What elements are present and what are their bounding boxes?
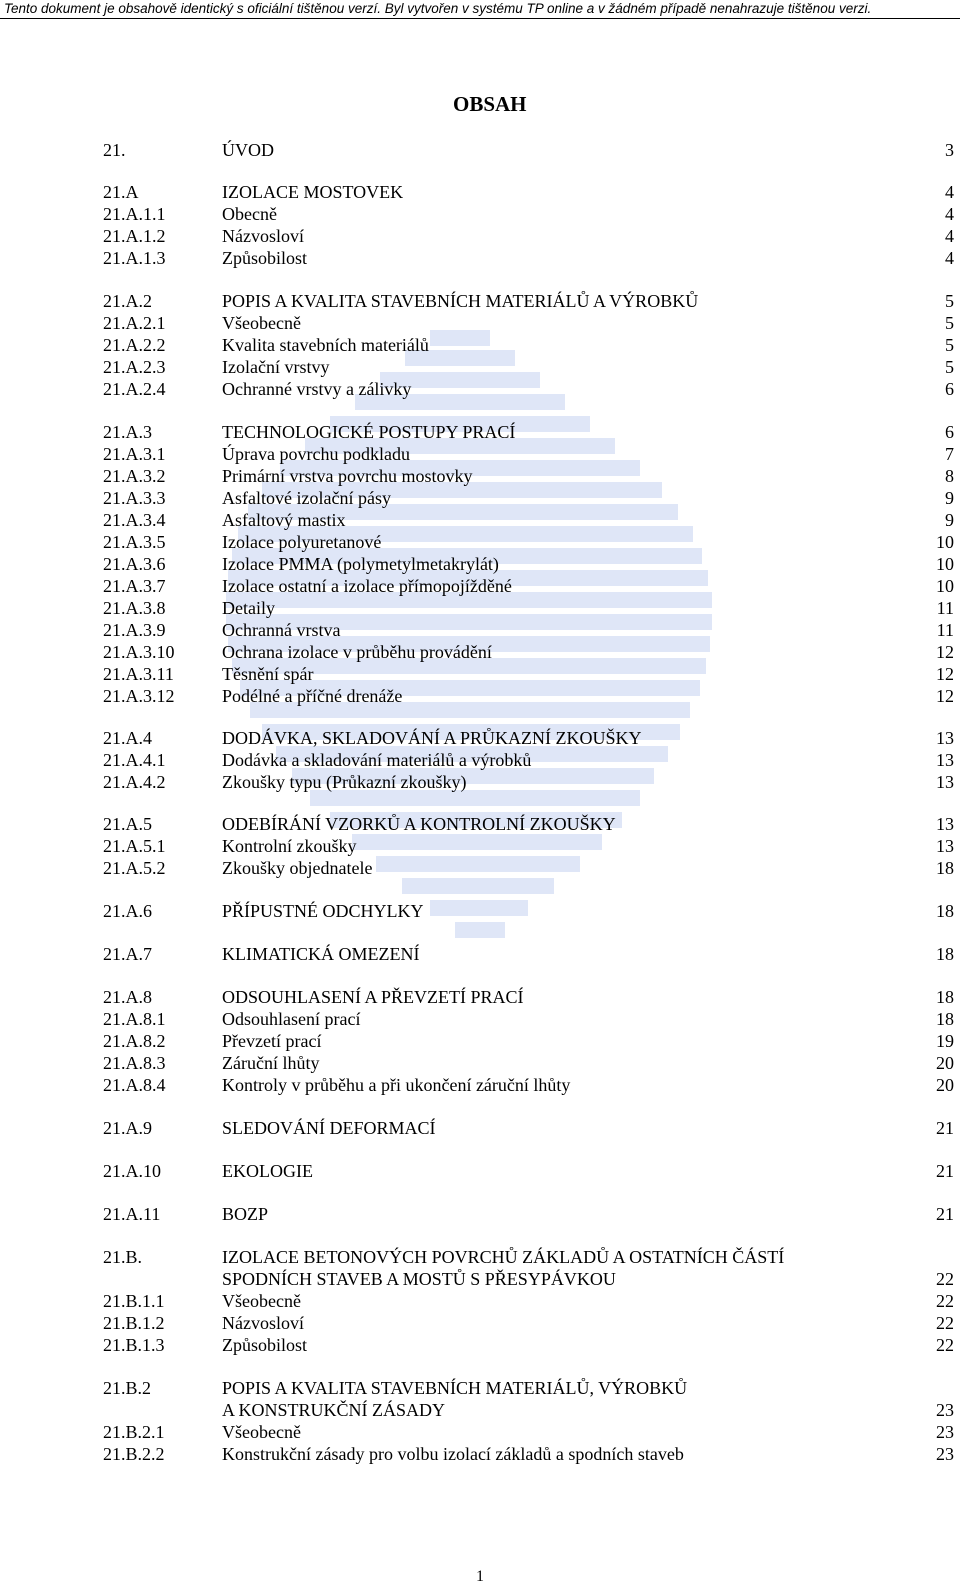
toc-page-number: 23 xyxy=(936,1444,954,1464)
toc-page-number: 5 xyxy=(945,357,954,377)
toc-page-number: 3 xyxy=(945,140,954,160)
toc-number: 21.A.1.1 xyxy=(103,204,166,224)
toc-entry xyxy=(0,247,960,269)
toc-page-number: 22 xyxy=(936,1313,954,1333)
toc-number: 21.A.11 xyxy=(103,1204,161,1224)
toc-page-number: 21 xyxy=(936,1204,954,1224)
toc-entry xyxy=(0,1290,960,1312)
toc-title: POPIS A KVALITA STAVEBNÍCH MATERIÁLŮ, VÝROBKŮ xyxy=(222,1378,688,1398)
toc-number: 21.A.3.3 xyxy=(103,488,166,508)
toc-entry xyxy=(0,1008,960,1030)
toc-page-number: 18 xyxy=(936,1009,954,1029)
toc-entry xyxy=(0,943,960,965)
toc-title: IZOLACE MOSTOVEK xyxy=(222,182,404,202)
toc-title: SPODNÍCH STAVEB A MOSTŮ S PŘESYPÁVKOU xyxy=(222,1269,616,1289)
toc-page-number: 22 xyxy=(936,1335,954,1355)
toc-title: Převzetí prací xyxy=(222,1031,322,1051)
toc-number: 21.A.3.4 xyxy=(103,510,166,530)
toc-page-number: 5 xyxy=(945,291,954,311)
toc-title: A KONSTRUKČNÍ ZÁSADY xyxy=(222,1400,446,1420)
toc-title: Všeobecně xyxy=(222,313,301,333)
toc-title: Úprava povrchu podkladu xyxy=(222,444,410,464)
toc-title: ODSOUHLASENÍ A PŘEVZETÍ PRACÍ xyxy=(222,987,524,1007)
toc-number: 21.A.8.4 xyxy=(103,1075,166,1095)
toc-number: 21.A.2.3 xyxy=(103,357,166,377)
toc-page-number: 23 xyxy=(936,1400,954,1420)
toc-page-number: 9 xyxy=(945,510,954,530)
toc-number: 21.A.7 xyxy=(103,944,152,964)
toc-title: Způsobilost xyxy=(222,1335,308,1355)
toc-page-number: 22 xyxy=(936,1291,954,1311)
toc-title: POPIS A KVALITA STAVEBNÍCH MATERIÁLŮ A VÝROBKŮ xyxy=(222,291,699,311)
toc-page-number: 11 xyxy=(936,620,954,640)
toc-entry xyxy=(0,1052,960,1074)
toc-entry xyxy=(0,1246,960,1268)
toc-page-number: 13 xyxy=(936,750,954,770)
toc-page-number: 11 xyxy=(936,598,954,618)
toc-entry xyxy=(0,1312,960,1334)
disclaimer-banner: Tento dokument je obsahově identický s oficiální tištěnou verzí. Byl vytvořen v systému TP online a v žádném případě nenahrazuje tištěnou verzi. xyxy=(0,0,960,22)
toc-page-number: 6 xyxy=(945,379,954,399)
toc-number: 21.A.1.3 xyxy=(103,248,166,268)
toc-number: 21.A.3.12 xyxy=(103,686,175,706)
toc-entry xyxy=(0,509,960,531)
toc-number: 21.A.1.2 xyxy=(103,226,166,246)
toc-title: Odsouhlasení prací xyxy=(222,1009,361,1029)
toc-title: Názvosloví xyxy=(222,226,304,246)
toc-number: 21.A.8.1 xyxy=(103,1009,166,1029)
toc-page-number: 20 xyxy=(936,1075,954,1095)
toc-page-number: 10 xyxy=(936,554,954,574)
toc-page-number: 4 xyxy=(945,182,954,202)
toc-page-number: 13 xyxy=(936,772,954,792)
toc-entry xyxy=(0,1377,960,1399)
toc-number: 21.A.3.6 xyxy=(103,554,166,574)
toc-title: Kvalita stavebních materiálů xyxy=(222,335,429,355)
toc-title: Asfaltové izolační pásy xyxy=(222,488,391,508)
toc-number: 21.A.3.5 xyxy=(103,532,166,552)
toc-title: Podélné a příčné drenáže xyxy=(222,686,403,706)
toc-number: 21.A.6 xyxy=(103,901,152,921)
toc-number: 21.A.2.4 xyxy=(103,379,166,399)
toc-page-number: 18 xyxy=(936,858,954,878)
toc-number: 21.A.5.2 xyxy=(103,858,166,878)
toc-title: TECHNOLOGICKÉ POSTUPY PRACÍ xyxy=(222,422,516,442)
toc-page-number: 6 xyxy=(945,422,954,442)
toc-page-number: 13 xyxy=(936,814,954,834)
toc-number: 21.A.4.2 xyxy=(103,772,166,792)
toc-page-number: 20 xyxy=(936,1053,954,1073)
toc-entry xyxy=(0,334,960,356)
toc-title: Zkoušky typu (Průkazní zkoušky) xyxy=(222,772,467,792)
toc-entry xyxy=(0,857,960,879)
toc-entry xyxy=(0,378,960,400)
toc-entry xyxy=(0,1074,960,1096)
toc-number: 21. xyxy=(103,140,126,160)
toc-entry xyxy=(0,1117,960,1139)
toc-title: EKOLOGIE xyxy=(222,1161,313,1181)
toc-page-number: 21 xyxy=(936,1118,954,1138)
toc-title: Primární vrstva povrchu mostovky xyxy=(222,466,473,486)
toc-entry xyxy=(0,487,960,509)
toc-entry xyxy=(0,1030,960,1052)
toc-title: Obecně xyxy=(222,204,277,224)
toc-page-number: 18 xyxy=(936,944,954,964)
toc-title: Způsobilost xyxy=(222,248,308,268)
toc-entry xyxy=(0,553,960,575)
toc-number: 21.B.2.2 xyxy=(103,1444,165,1464)
toc-entry xyxy=(0,835,960,857)
toc-page-number: 5 xyxy=(945,313,954,333)
toc-title: Izolace polyuretanové xyxy=(222,532,382,552)
toc-number: 21.A.8.3 xyxy=(103,1053,166,1073)
toc-number: 21.A.3.7 xyxy=(103,576,166,596)
toc-title: Kontroly v průběhu a při ukončení záruční lhůty xyxy=(222,1075,571,1095)
toc-page-number: 18 xyxy=(936,901,954,921)
page-title: OBSAH xyxy=(453,92,527,116)
toc-entry xyxy=(0,813,960,835)
toc-entry xyxy=(0,203,960,225)
toc-entry xyxy=(0,727,960,749)
toc-title: Kontrolní zkoušky xyxy=(222,836,357,856)
toc-title: PŘÍPUSTNÉ ODCHYLKY xyxy=(222,901,424,921)
toc-title: BOZP xyxy=(222,1204,269,1224)
toc-number: 21.B.1.1 xyxy=(103,1291,165,1311)
toc-page-number: 10 xyxy=(936,532,954,552)
toc-title: Detaily xyxy=(222,598,275,618)
toc-page-number: 7 xyxy=(945,444,954,464)
toc-number: 21.A.5.1 xyxy=(103,836,166,856)
toc-title: Těsnění spár xyxy=(222,664,314,684)
toc-title: Zkoušky objednatele xyxy=(222,858,373,878)
toc-entry xyxy=(0,619,960,641)
toc-entry xyxy=(0,1421,960,1443)
toc-entry xyxy=(0,1399,960,1421)
toc-page-number: 12 xyxy=(936,664,954,684)
toc-title: Záruční lhůty xyxy=(222,1053,320,1073)
toc-entry xyxy=(0,225,960,247)
toc-page-number: 19 xyxy=(936,1031,954,1051)
toc-page-number: 21 xyxy=(936,1161,954,1181)
toc-number: 21.A.10 xyxy=(103,1161,161,1181)
toc-number: 21.B.2 xyxy=(103,1378,152,1398)
toc-page-number: 4 xyxy=(945,248,954,268)
toc-entry xyxy=(0,575,960,597)
toc-number: 21.A.3.11 xyxy=(103,664,174,684)
toc-entry xyxy=(0,290,960,312)
toc-number: 21.A.3.2 xyxy=(103,466,166,486)
toc-number: 21.B.1.3 xyxy=(103,1335,165,1355)
toc-title: Konstrukční zásady pro volbu izolací základů a spodních staveb xyxy=(222,1444,684,1464)
toc-number: 21.A xyxy=(103,182,139,202)
toc-title: Ochrana izolace v průběhu provádění xyxy=(222,642,492,662)
toc-number: 21.A.3.1 xyxy=(103,444,166,464)
toc-number: 21.A.9 xyxy=(103,1118,152,1138)
toc-entry xyxy=(0,749,960,771)
toc-title: DODÁVKA, SKLADOVÁNÍ A PRŮKAZNÍ ZKOUŠKY xyxy=(222,728,642,748)
toc-entry xyxy=(0,1443,960,1465)
toc-page-number: 22 xyxy=(936,1269,954,1289)
toc-title: Izolační vrstvy xyxy=(222,357,330,377)
toc-page-number: 23 xyxy=(936,1422,954,1442)
toc-entry xyxy=(0,900,960,922)
toc-entry xyxy=(0,1268,960,1290)
toc-page-number: 12 xyxy=(936,686,954,706)
toc-title: Ochranné vrstvy a zálivky xyxy=(222,379,412,399)
toc-entry xyxy=(0,663,960,685)
toc-title: Asfaltový mastix xyxy=(222,510,346,530)
toc-page-number: 13 xyxy=(936,836,954,856)
toc-title: Dodávka a skladování materiálů a výrobků xyxy=(222,750,532,770)
toc-title: Všeobecně xyxy=(222,1422,301,1442)
toc-number: 21.A.3.10 xyxy=(103,642,175,662)
toc-entry xyxy=(0,986,960,1008)
toc-page-number: 10 xyxy=(936,576,954,596)
toc-entry xyxy=(0,531,960,553)
toc-number: 21.A.8 xyxy=(103,987,152,1007)
toc-number: 21.B.2.1 xyxy=(103,1422,165,1442)
toc-title: Izolace PMMA (polymetylmetakrylát) xyxy=(222,554,499,574)
toc-number: 21.A.4 xyxy=(103,728,152,748)
toc-title: IZOLACE BETONOVÝCH POVRCHŮ ZÁKLADŮ A OSTATNÍCH ČÁSTÍ xyxy=(222,1247,785,1267)
toc-entry xyxy=(0,356,960,378)
toc-entry xyxy=(0,771,960,793)
toc-entry xyxy=(0,421,960,443)
toc-title: Ochranná vrstva xyxy=(222,620,341,640)
toc-page-number: 13 xyxy=(936,728,954,748)
toc-title: Izolace ostatní a izolace přímopojížděné xyxy=(222,576,512,596)
toc-entry xyxy=(0,1160,960,1182)
page-number: 1 xyxy=(476,1568,484,1585)
toc-entry xyxy=(0,641,960,663)
toc-number: 21.A.2.1 xyxy=(103,313,166,333)
toc-entry xyxy=(0,1334,960,1356)
toc-title: SLEDOVÁNÍ DEFORMACÍ xyxy=(222,1118,436,1138)
toc-number: 21.A.8.2 xyxy=(103,1031,166,1051)
toc-number: 21.A.3.9 xyxy=(103,620,166,640)
toc-number: 21.A.4.1 xyxy=(103,750,166,770)
toc-entry xyxy=(0,181,960,203)
toc-number: 21.A.2.2 xyxy=(103,335,166,355)
toc-entry xyxy=(0,597,960,619)
toc-number: 21.A.3.8 xyxy=(103,598,166,618)
toc-number: 21.B.1.2 xyxy=(103,1313,165,1333)
toc-number: 21.A.2 xyxy=(103,291,152,311)
toc-page-number: 8 xyxy=(945,466,954,486)
toc-title: Názvosloví xyxy=(222,1313,304,1333)
toc-title: ÚVOD xyxy=(222,140,274,160)
toc-entry xyxy=(0,139,960,161)
toc-page-number: 4 xyxy=(945,226,954,246)
toc-page-number: 18 xyxy=(936,987,954,1007)
toc-number: 21.A.5 xyxy=(103,814,152,834)
toc-number: 21.A.3 xyxy=(103,422,152,442)
toc-title: Všeobecně xyxy=(222,1291,301,1311)
toc-entry xyxy=(0,443,960,465)
toc-entry xyxy=(0,685,960,707)
toc-title: ODEBÍRÁNÍ VZORKŮ A KONTROLNÍ ZKOUŠKY xyxy=(222,814,616,834)
toc-entry xyxy=(0,312,960,334)
toc-entry xyxy=(0,465,960,487)
toc-title: KLIMATICKÁ OMEZENÍ xyxy=(222,944,420,964)
toc-entry xyxy=(0,1203,960,1225)
toc-number: 21.B. xyxy=(103,1247,143,1267)
toc-page-number: 4 xyxy=(945,204,954,224)
toc-page-number: 9 xyxy=(945,488,954,508)
toc-page-number: 5 xyxy=(945,335,954,355)
toc-page-number: 12 xyxy=(936,642,954,662)
